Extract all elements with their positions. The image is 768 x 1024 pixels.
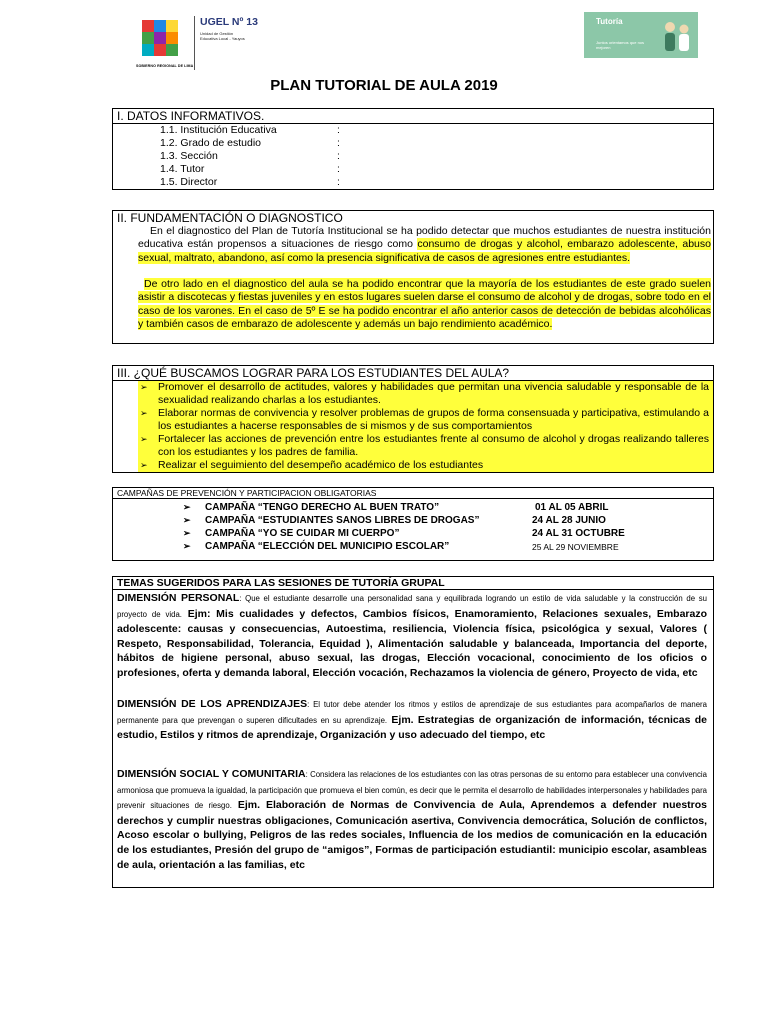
info-row-label: 1.2. Grado de estudio [160,137,261,149]
goal-text: Realizar el seguimiento del desempeño académico de los estudiantes [158,459,484,471]
dimension-examples: Ejm. Elaboración de Normas de Convivencia de Aula, Aprendemos a defender nuestros derechos y cumplir nuestras obligaciones, Comunicación asertiva, Convivencia democrática, Solución de conflictos, Acoso escolar o bullying, Peligros de las redes sociales, Influencia de los medios de comunicación en la educación de los estudiantes, Presión del grupo de “amigos”, Formas de participación estudiantil: municipio escolar, asambleas de aula, orientación a las familias, etc [117,799,708,871]
campaign-date: 01 AL 05 ABRIL [535,502,609,513]
goal-text: Elaborar normas de convivencia y resolver problemas de grupos de forma consensuada y participativa, estimulando a los estudiantes a hacerse responsables de si mismos y de sus comportamientos [158,407,709,432]
dimension-title: DIMENSIÓN PERSONAL [117,592,240,604]
campaign-item [183,540,449,553]
ugel-subtitle-line: Unidad de Gestión [200,31,234,36]
tutoria-name: Tutoría [596,17,623,26]
campaign-date: 25 AL 29 NOVIEMBRE [532,542,619,552]
ugel-logo [136,14,256,74]
goal-item [138,407,709,433]
section-heading: III. ¿QUÉ BUSCAMOS LOGRAR PARA LOS ESTUDIANTES DEL AULA? [113,366,713,381]
logo-divider [194,16,195,70]
info-row-value: : [337,150,340,162]
ugel-subtitle-line: Educativa Local - Yauyos [200,36,245,41]
goal-item [138,381,709,407]
people-illustration-icon [660,18,694,56]
arrow-bullet-icon: ➢ [140,382,148,392]
info-row-value: : [337,124,340,136]
section-campanas [112,487,714,561]
info-row-label: 1.5. Director [160,176,218,188]
section-temas-sugeridos [112,576,714,888]
crest-caption: SOBIERNO REGIONAL DE LIMA [136,64,194,68]
dimension-examples: Ejm: Mis cualidades y defectos, Cambios físicos, Enamoramiento, Relaciones sexuales, Embarazo adolescente: causas y consecuencias, Autoestima, resiliencia, Violencia física, psicológica y sexual, Valores ( Respeto, Responsabilidad, Tolerancia, Equidad ), Alimentación saludable y balanceada, Importancia del deporte, hábitos de higiene personal, abuso sexual, las drogas, Elección vocacional, conocimiento de los oficios o profesiones, oferta y demanda laboral, Elección vocación, Rechazamos la violencia de género, Proyecto de vida, etc [117,607,708,679]
ugel-name: UGEL Nº 13 [200,16,258,28]
arrow-bullet-icon: ➢ [183,515,191,525]
goal-item [138,459,709,472]
classroom-diagnosis-paragraph [138,278,711,331]
dimension-personal [117,591,707,681]
dimension-description: : Considera las relaciones de los estudiantes con las otras personas de su entorno para establecer una convivencia armoniosa que promueva la igualdad, la participación que promueva el bien común, es decir que le permita el desarrollo de habilidades interpersonales y habilidades para prevenir situaciones de riesgo. [117,770,707,811]
info-row-label: 1.1. Institución Educativa [160,124,277,136]
campaign-date: 24 AL 31 OCTUBRE [532,528,625,539]
info-row-value: : [337,163,340,175]
dimension-title: DIMENSIÓN SOCIAL Y COMUNITARIA [117,768,306,780]
section-heading: II. FUNDAMENTACIÓN O DIAGNOSTICO [117,211,343,225]
info-row-label: 1.4. Tutor [160,163,205,175]
diagnosis-paragraph [138,225,711,265]
info-row-value: : [337,176,340,188]
info-row-label: 1.3. Sección [160,150,218,162]
arrow-bullet-icon: ➢ [183,541,191,551]
goal-text: Fortalecer las acciones de prevención entre los estudiantes frente al consumo de alcohol y drogas realizando talleres con los estudiantes y los padres de familia. [158,433,709,458]
campaign-item [183,514,479,527]
goals-list [138,381,713,472]
arrow-bullet-icon: ➢ [140,460,148,470]
section-heading: I. DATOS INFORMATIVOS. [113,109,713,124]
section-heading: CAMPAÑAS DE PREVENCIÓN Y PARTICIPACION OBLIGATORIAS [113,488,713,499]
dimension-description: : El tutor debe atender los ritmos y estilos de aprendizaje de sus estudiantes para acompañarlos de manera permanente para que prevengan o superen dificultades en su aprendizaje. [117,700,707,725]
section-datos-informativos [112,108,714,190]
regional-crest-icon [138,16,182,60]
campaign-date: 24 AL 28 JUNIO [532,515,606,526]
campaign-item [183,527,399,540]
info-row-value: : [337,137,340,149]
arrow-bullet-icon: ➢ [183,528,191,538]
arrow-bullet-icon: ➢ [140,434,148,444]
dimension-title: DIMENSIÓN DE LOS APRENDIZAJES [117,698,308,710]
campaign-name: CAMPAÑA “ELECCIÓN DEL MUNICIPIO ESCOLAR” [205,541,450,552]
page-title: PLAN TUTORIAL DE AULA 2019 [270,77,498,94]
tutoria-tagline: Juntos orientamos que nos mejoren [596,40,645,50]
campaign-name: CAMPAÑA “TENGO DERECHO AL BUEN TRATO” [205,502,440,513]
section-objetivos [112,365,714,473]
diagnosis-text: En el diagnostico del Plan de Tutoría Institucional se ha podido detectar que muchos estudiantes de nuestra institución educativa están propensos a situaciones de riesgo como [138,225,711,251]
arrow-bullet-icon: ➢ [140,408,148,418]
section-heading: TEMAS SUGERIDOS PARA LAS SESIONES DE TUTORÍA GRUPAL [113,577,713,590]
tutoria-logo [584,12,698,58]
dimension-examples: Ejm. Estrategias de organización de información, técnicas de estudio, Estilos y ritmos de aprendizaje, Organización y uso adecuado del tiempo, etc [117,713,707,742]
section-fundamentacion [112,210,714,344]
campaign-name: CAMPAÑA “YO SE CUIDAR MI CUERPO” [205,528,400,539]
arrow-bullet-icon: ➢ [183,502,191,512]
campaign-item [183,501,439,514]
diagnosis-highlight: consumo de drogas y alcohol, embarazo adolescente, abuso sexual, maltrato, abandono, así como la presencia significativa de casos de agresiones entre estudiantes. [138,238,711,264]
dimension-social-comunitaria [117,767,707,872]
campaign-name: CAMPAÑA “ESTUDIANTES SANOS LIBRES DE DROGAS” [205,515,480,526]
dimension-description: : Que el estudiante desarrolle una personalidad sana y equilibrada logrando un estilo de vida saludable y la construcción de su proyecto de vida. [117,594,707,619]
classroom-diagnosis-text: De otro lado en el diagnostico del aula se ha podido encontrar que la mayoría de los estudiantes de este grado suelen asistir a discotecas y fiestas juveniles y en estos lugares suelen darse el consumo de alcohol y de drogas, sobre todo en el caso de los varones. En el caso de 5º E se ha podido encontrar el año anterior casos de detección de bebidas alcohólicas y también casos de embarazo de adolescente y además un bajo rendimiento académico. [138,278,711,330]
dimension-aprendizajes [117,697,707,743]
goal-item [138,433,709,459]
goal-text: Promover el desarrollo de actitudes, valores y habilidades que permitan una vivencia saludable y responsable de la sexualidad realizando charlas a los estudiantes. [158,381,709,406]
